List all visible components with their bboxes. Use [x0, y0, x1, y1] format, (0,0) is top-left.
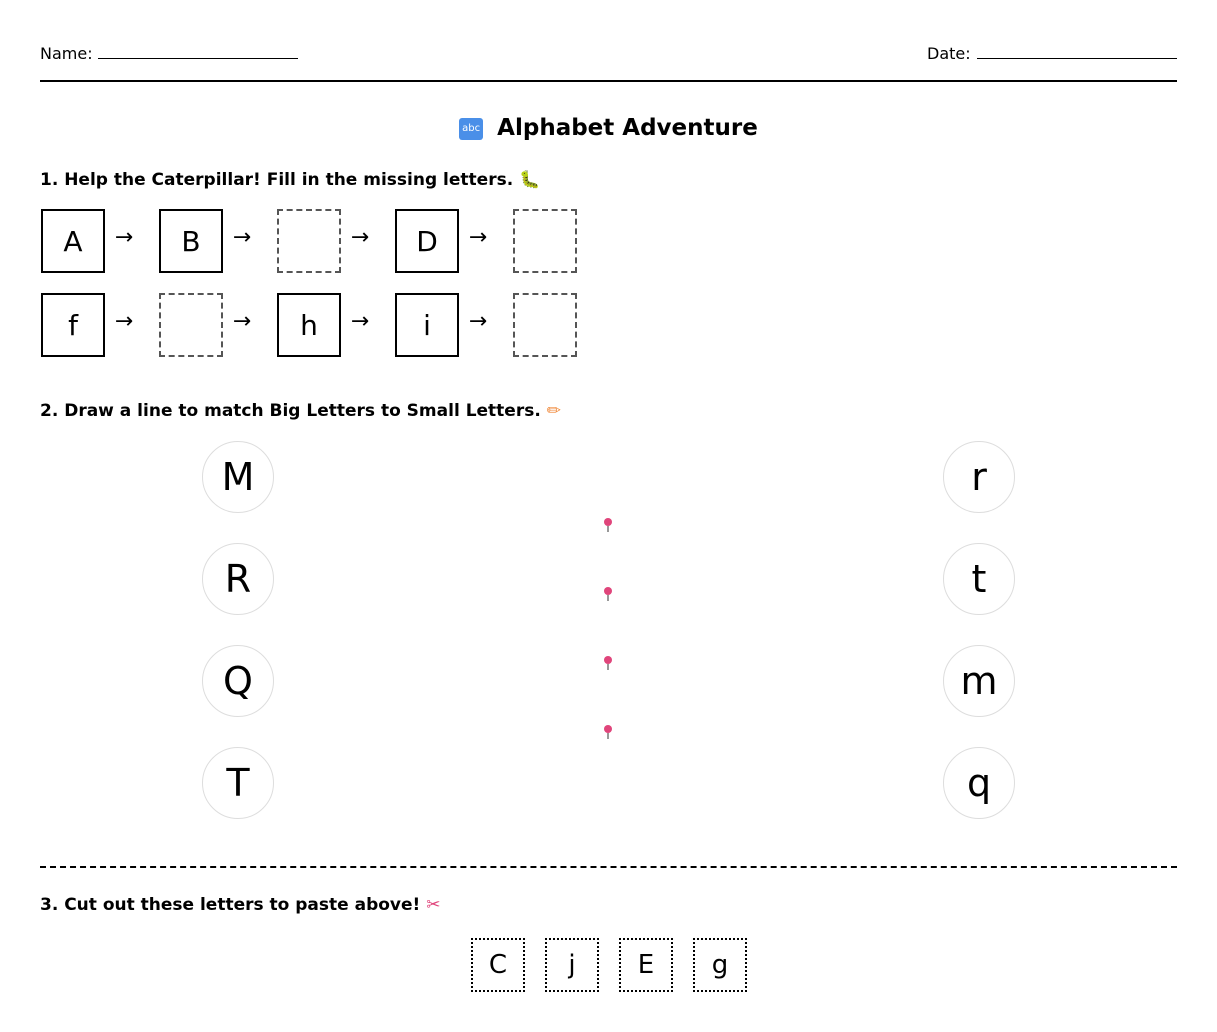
letter-box: D — [395, 209, 459, 273]
date-label: Date: — [927, 44, 971, 63]
big-letter-circle[interactable]: T — [202, 747, 274, 819]
blank-letter-box[interactable] — [513, 209, 577, 273]
blank-letter-box[interactable] — [277, 209, 341, 273]
date-field[interactable] — [977, 58, 1177, 59]
cutout-letter[interactable]: g — [693, 938, 747, 992]
cutout-letter[interactable]: C — [471, 938, 525, 992]
caterpillar-icon: 🐛 — [519, 170, 541, 190]
page-title — [0, 115, 1217, 141]
letter-box: i — [395, 293, 459, 357]
pencil-icon: ✏ — [546, 401, 561, 421]
letter-box: h — [277, 293, 341, 357]
arrow-icon: → — [468, 309, 488, 334]
arrow-icon: → — [468, 225, 488, 250]
small-letter-circle[interactable]: m — [943, 645, 1015, 717]
name-field[interactable] — [98, 58, 298, 59]
cutout-letter[interactable]: j — [545, 938, 599, 992]
arrow-icon: → — [114, 225, 134, 250]
arrow-icon: → — [350, 225, 370, 250]
letter-box: f — [41, 293, 105, 357]
arrow-icon: → — [232, 309, 252, 334]
arrow-icon: → — [350, 309, 370, 334]
big-letter-circle[interactable]: R — [202, 543, 274, 615]
letter-box: B — [159, 209, 223, 273]
section1-heading: 1. Help the Caterpillar! Fill in the missing letters. 🐛 — [40, 170, 541, 190]
page-title-text: Alphabet Adventure — [497, 115, 758, 141]
cut-line — [40, 866, 1177, 868]
blank-letter-box[interactable] — [513, 293, 577, 357]
pin-icon — [604, 518, 612, 526]
pin-icon — [604, 725, 612, 733]
big-letter-circle[interactable]: M — [202, 441, 274, 513]
name-label: Name: — [40, 44, 93, 63]
blank-letter-box[interactable] — [159, 293, 223, 357]
pin-icon — [604, 656, 612, 664]
arrow-icon: → — [114, 309, 134, 334]
letter-box: A — [41, 209, 105, 273]
small-letter-circle[interactable]: q — [943, 747, 1015, 819]
small-letter-circle[interactable]: r — [943, 441, 1015, 513]
abc-icon: abc — [459, 118, 483, 140]
scissors-icon: ✂ — [426, 895, 441, 915]
section3-heading: 3. Cut out these letters to paste above! ✂ — [40, 895, 441, 915]
cutout-letter[interactable]: E — [619, 938, 673, 992]
big-letter-circle[interactable]: Q — [202, 645, 274, 717]
arrow-icon: → — [232, 225, 252, 250]
pin-icon — [604, 587, 612, 595]
header-divider — [40, 80, 1177, 82]
section2-heading: 2. Draw a line to match Big Letters to Small Letters. ✏ — [40, 401, 561, 421]
small-letter-circle[interactable]: t — [943, 543, 1015, 615]
